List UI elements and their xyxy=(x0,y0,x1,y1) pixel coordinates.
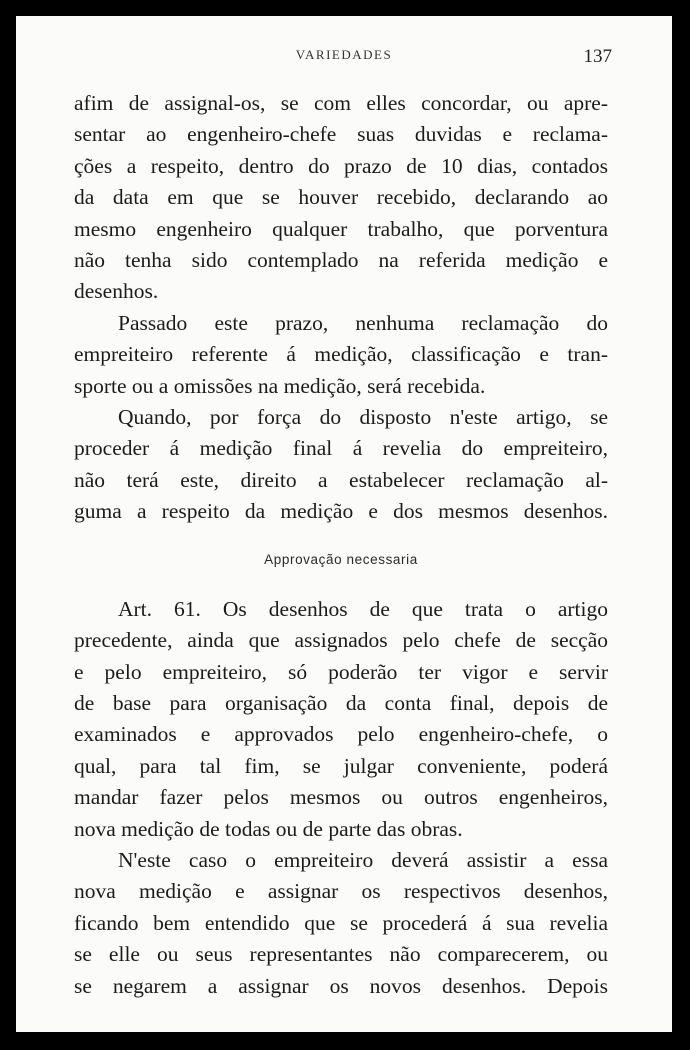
text-line: de base para organisação da conta final, depois de xyxy=(74,690,608,715)
text-line: precedente, ainda que assignados pelo chefe de secção xyxy=(74,628,608,653)
body-text xyxy=(74,88,608,1002)
text-line: Art. 61. Os desenhos de que trata o artigo xyxy=(118,596,608,621)
text-line: nova medição e assignar os respectivos desenhos, xyxy=(74,879,608,904)
text-line: proceder á medição final á revelia do empreiteiro, xyxy=(74,436,608,461)
text-line: da data em que se houver recebido, declarando ao xyxy=(74,185,608,210)
text-line: ficando bem entendido que se procederá á sua revelia xyxy=(74,910,608,935)
text-line: não tenha sido contemplado na referida medição e xyxy=(74,248,608,273)
text-line: se elle ou seus representantes não comparecerem, ou xyxy=(74,942,608,967)
text-line: empreiteiro referente á medição, classificação e tran- xyxy=(74,342,608,367)
text-line: desenhos. xyxy=(74,279,159,304)
text-line: afim de assignal-os, se com elles concordar, ou apre- xyxy=(74,91,608,115)
page-number: 137 xyxy=(583,46,612,67)
paragraph xyxy=(74,308,608,402)
paragraph xyxy=(74,594,608,845)
text-line: N'este caso o empreiteiro deverá assistir a essa xyxy=(118,847,608,872)
text-line: Passado este prazo, nenhuma reclamação do xyxy=(118,310,608,335)
text-line: sporte ou a omissões na medição, será recebida. xyxy=(74,373,486,398)
book-page xyxy=(16,16,672,1032)
text-line: mandar fazer pelos mesmos ou outros engenheiros, xyxy=(74,785,608,810)
paragraph xyxy=(74,88,608,308)
text-line: não terá este, direito a estabelecer reclamação al- xyxy=(74,467,608,492)
text-line: guma a respeito da medição e dos mesmos desenhos. xyxy=(74,499,608,524)
text-line: e pelo empreiteiro, só poderão ter vigor e servir xyxy=(74,659,608,684)
text-line: examinados e approvados pelo engenheiro-chefe, o xyxy=(74,722,608,747)
text-line: se negarem a assignar os novos desenhos. Depois xyxy=(74,973,608,998)
text-line: Quando, por força do disposto n'este artigo, se xyxy=(118,405,608,430)
text-line: sentar ao engenheiro-chefe suas duvidas e reclama- xyxy=(74,122,608,147)
paragraph xyxy=(74,402,608,528)
section-title: Approvação necessaria xyxy=(264,551,418,567)
paragraph xyxy=(74,845,608,1002)
text-line: qual, para tal fim, se julgar conveniente, poderá xyxy=(74,753,608,778)
text-line: mesmo engenheiro qualquer trabalho, que porventura xyxy=(74,216,608,241)
text-line: nova medição de todas ou de parte das obras. xyxy=(74,816,463,841)
text-line: ções a respeito, dentro do prazo de 10 dias, contados xyxy=(74,153,608,178)
running-head: VARIEDADES xyxy=(295,47,393,62)
